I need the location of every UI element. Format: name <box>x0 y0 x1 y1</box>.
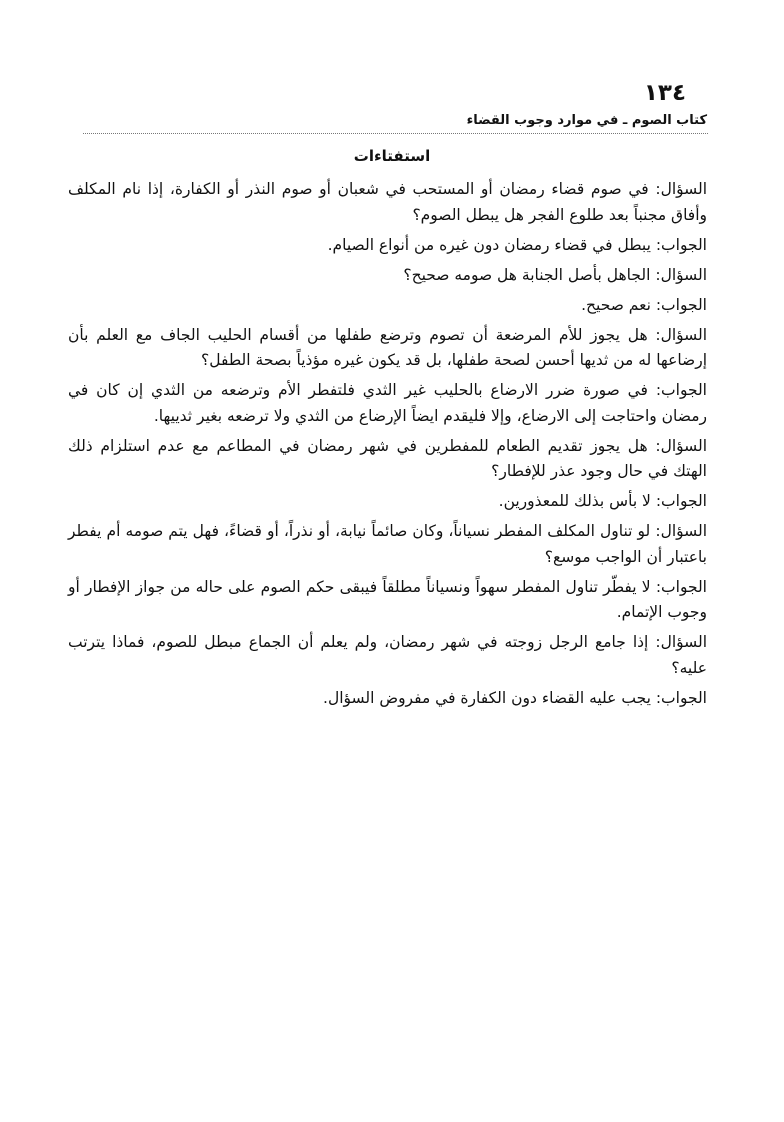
question-text: في صوم قضاء رمضان أو المستحب في شعبان أو صوم النذر أو الكفارة، إذا نام المكلف وأفاق مجنباً بعد طلوع الفجر هل يبطل الصوم؟ <box>68 180 707 224</box>
answer-text: في صورة ضرر الارضاع بالحليب غير الثدي فلتفطر الأم وترضعه من الثدي إن كان في رمضان واحتاجت إلى الارضاع، وإلا فليقدم ايضاً الإرضاع من الثدي ولا ترضعه بغير ثدييها. <box>68 381 707 425</box>
answer-paragraph <box>68 378 707 429</box>
question-text: لو تناول المكلف المفطر نسياناً، وكان صائماً نيابة، أو نذراً، أو قضاءً، فهل يتم صومه أم يفطر باعتبار أن الواجب موسع؟ <box>68 522 707 566</box>
answer-label: الجواب: <box>655 295 707 314</box>
question-paragraph <box>68 323 707 374</box>
question-text: هل يجوز تقديم الطعام للمفطرين في شهر رمضان في المطاعم مع عدم استلزام ذلك الهتك في حال وجود عذر للإفطار؟ <box>68 436 707 480</box>
answer-label: الجواب: <box>655 492 707 510</box>
answer-label: الجواب: <box>655 577 707 596</box>
qa-list <box>68 177 707 716</box>
running-header: كتاب الصوم ـ في موارد وجوب القضاء <box>466 113 707 128</box>
answer-text: لا يفطّر تناول المفطر سهواً ونسياناً مطلقاً فيبقى حكم الصوم على حاله من جواز الإفطار أو وجوب الإتمام. <box>68 577 707 621</box>
question-text: الجاهل بأصل الجنابة هل صومه صحيح؟ <box>403 265 656 284</box>
question-label: السؤال: <box>655 325 707 344</box>
page-number: ١٣٤ <box>643 80 686 106</box>
answer-paragraph <box>68 489 707 515</box>
answer-paragraph <box>68 575 707 626</box>
question-label: السؤال: <box>655 265 707 284</box>
question-paragraph <box>68 630 707 681</box>
header-divider <box>83 133 708 134</box>
answer-text: يجب عليه القضاء دون الكفارة في مفروض السؤال. <box>323 688 656 707</box>
answer-label: الجواب: <box>655 235 707 254</box>
question-label: السؤال: <box>655 436 707 455</box>
question-label: السؤال: <box>655 180 707 198</box>
answer-paragraph <box>68 293 707 319</box>
question-label: السؤال: <box>655 522 707 540</box>
question-text: هل يجوز للأم المرضعة أن تصوم وترضع طفلها من أقسام الحليب الجاف مع العلم بأن إرضاعها له من ثديها أحسن لصحة طفلها، بل قد يكون غيره مؤذياً بصحة الطفل؟ <box>68 325 707 369</box>
question-label: السؤال: <box>655 633 707 651</box>
question-paragraph <box>68 519 707 570</box>
question-text: إذا جامع الرجل زوجته في شهر رمضان، ولم يعلم أن الجماع مبطل للصوم، فماذا يترتب عليه؟ <box>68 633 707 677</box>
answer-text: لا بأس بذلك للمعذورين. <box>498 492 656 510</box>
section-title: استفتاءات <box>353 147 431 165</box>
question-paragraph <box>68 434 707 485</box>
answer-label: الجواب: <box>655 688 707 707</box>
answer-paragraph <box>68 233 707 259</box>
answer-text: نعم صحيح. <box>581 295 656 314</box>
answer-text: يبطل في قضاء رمضان دون غيره من أنواع الصيام. <box>327 235 656 254</box>
question-paragraph <box>68 263 707 289</box>
answer-label: الجواب: <box>655 381 707 399</box>
answer-paragraph <box>68 686 707 712</box>
question-paragraph <box>68 177 707 228</box>
